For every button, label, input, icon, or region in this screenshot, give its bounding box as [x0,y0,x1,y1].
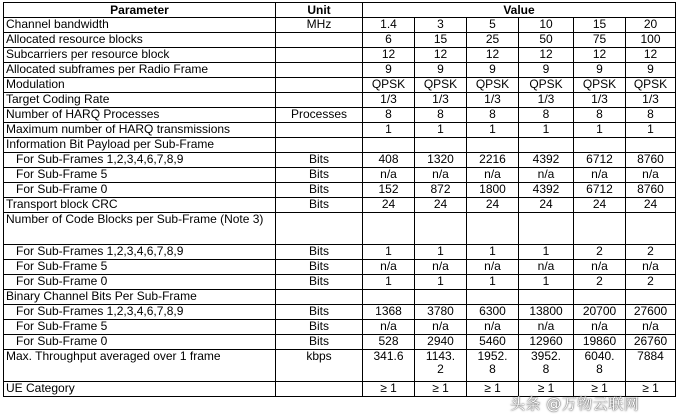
unit-cell: kbps [276,350,363,382]
value-cell [363,290,415,305]
value-cell: 1800 [467,183,519,198]
unit-cell: MHz [276,18,363,33]
value-cell [467,290,519,305]
value-cell: 2216 [467,153,519,168]
value-cell: ≥ 1 [626,382,676,397]
table-row [4,108,676,123]
parameter-cell: Allocated subframes per Radio Frame [4,63,276,78]
value-cell: 50 [519,33,574,48]
value-cell [467,138,519,153]
value-cell: 1 [467,123,519,138]
value-cell: 75 [574,33,626,48]
table-row [4,198,676,213]
table-row [4,93,676,108]
unit-cell: Bits [276,320,363,335]
value-cell: 24 [519,198,574,213]
value-cell: QPSK [519,78,574,93]
unit-cell: Bits [276,153,363,168]
value-cell: 7884 [626,350,676,382]
value-cell: 2 [626,275,676,290]
value-cell: 8 [363,108,415,123]
table-row [4,320,676,335]
value-cell [626,138,676,153]
value-cell: 1/3 [467,93,519,108]
unit-cell [276,63,363,78]
unit-cell: Bits [276,168,363,183]
parameter-cell: For Sub-Frames 1,2,3,4,6,7,8,9 [4,245,276,260]
value-cell: 341.6 [363,350,415,382]
value-cell: 4392 [519,183,574,198]
table-row [4,33,676,48]
table-row [4,168,676,183]
table-row [4,305,676,320]
value-cell: 872 [415,183,467,198]
unit-cell: Bits [276,335,363,350]
value-cell: n/a [415,260,467,275]
value-cell: 1320 [415,153,467,168]
unit-cell [276,123,363,138]
parameter-cell: UE Category [4,382,276,397]
value-cell: ≥ 1 [519,382,574,397]
value-cell: 1 [363,245,415,260]
table-row [4,213,676,245]
header-value: Value [363,3,676,18]
value-cell [363,138,415,153]
unit-cell [276,33,363,48]
table-row [4,123,676,138]
value-cell: n/a [467,168,519,183]
value-cell: 1/3 [574,93,626,108]
table-row [4,335,676,350]
table-row [4,48,676,63]
unit-cell: Processes [276,108,363,123]
value-cell: 2 [626,245,676,260]
table-row [4,183,676,198]
value-cell: 6040. 8 [574,350,626,382]
value-cell: n/a [467,320,519,335]
value-cell: 1/3 [363,93,415,108]
value-cell: 24 [574,198,626,213]
header-unit: Unit [276,3,363,18]
value-cell: 408 [363,153,415,168]
table-row [4,153,676,168]
value-cell: 8 [415,108,467,123]
value-cell [574,138,626,153]
table-row [4,290,676,305]
value-cell: 12 [574,48,626,63]
value-cell: 8 [519,108,574,123]
value-cell: 6 [363,33,415,48]
table-row [4,260,676,275]
parameter-cell: For Sub-Frame 0 [4,183,276,198]
value-cell: n/a [415,168,467,183]
value-cell: 9 [467,63,519,78]
unit-cell: Bits [276,245,363,260]
value-cell: 12 [415,48,467,63]
table-body [4,18,676,397]
value-cell: 10 [519,18,574,33]
value-cell: n/a [626,320,676,335]
value-cell: n/a [626,260,676,275]
value-cell: 1 [626,123,676,138]
value-cell: n/a [626,168,676,183]
value-cell: 1 [467,245,519,260]
value-cell: 26760 [626,335,676,350]
value-cell: n/a [574,168,626,183]
unit-cell: Bits [276,275,363,290]
table-row [4,63,676,78]
value-cell: 1 [363,275,415,290]
value-cell: n/a [519,260,574,275]
value-cell [626,213,676,245]
value-cell: n/a [363,320,415,335]
value-cell: 24 [415,198,467,213]
parameter-cell: Modulation [4,78,276,93]
table-row [4,18,676,33]
table-row [4,138,676,153]
unit-cell: Bits [276,305,363,320]
value-cell: 24 [626,198,676,213]
value-cell: 8 [467,108,519,123]
value-cell: 6712 [574,153,626,168]
value-cell: 12 [363,48,415,63]
value-cell: 24 [363,198,415,213]
value-cell: 1/3 [415,93,467,108]
value-cell: 20700 [574,305,626,320]
value-cell: n/a [363,168,415,183]
unit-cell: Bits [276,260,363,275]
value-cell: 6300 [467,305,519,320]
unit-cell [276,138,363,153]
parameter-cell: Information Bit Payload per Sub-Frame [4,138,276,153]
value-cell: QPSK [363,78,415,93]
value-cell [415,213,467,245]
value-cell: 1 [519,275,574,290]
parameter-cell: Max. Throughput averaged over 1 frame [4,350,276,382]
parameter-cell: For Sub-Frame 5 [4,260,276,275]
parameter-cell: For Sub-Frame 0 [4,275,276,290]
value-cell: 4392 [519,153,574,168]
value-cell: n/a [467,260,519,275]
value-cell: 19860 [574,335,626,350]
value-cell [363,213,415,245]
value-cell: 1/3 [519,93,574,108]
value-cell [626,290,676,305]
value-cell: 3952. 8 [519,350,574,382]
value-cell: 3 [415,18,467,33]
header-row [4,3,676,18]
value-cell: 152 [363,183,415,198]
parameter-cell: Subcarriers per resource block [4,48,276,63]
value-cell: 1 [363,123,415,138]
value-cell [519,213,574,245]
unit-cell [276,93,363,108]
value-cell: 15 [574,18,626,33]
parameter-cell: For Sub-Frames 1,2,3,4,6,7,8,9 [4,153,276,168]
unit-cell: Bits [276,183,363,198]
value-cell: 12 [467,48,519,63]
value-cell: QPSK [626,78,676,93]
value-cell: 24 [467,198,519,213]
unit-cell [276,78,363,93]
value-cell: n/a [574,320,626,335]
value-cell [574,290,626,305]
value-cell: n/a [519,168,574,183]
value-cell [519,290,574,305]
value-cell: 1 [467,275,519,290]
value-cell: n/a [363,260,415,275]
value-cell: 1 [415,245,467,260]
value-cell: 1/3 [626,93,676,108]
value-cell [415,138,467,153]
value-cell: 9 [574,63,626,78]
value-cell: 100 [626,33,676,48]
unit-cell: Bits [276,198,363,213]
value-cell: ≥ 1 [467,382,519,397]
watermark: 头条 @万物云联网 [510,395,640,413]
value-cell: 1952. 8 [467,350,519,382]
unit-cell [276,213,363,245]
unit-cell [276,382,363,397]
value-cell: 1 [415,123,467,138]
value-cell: 8760 [626,153,676,168]
value-cell: 8760 [626,183,676,198]
value-cell [415,290,467,305]
parameter-cell: Target Coding Rate [4,93,276,108]
value-cell: 13800 [519,305,574,320]
value-cell: 8 [626,108,676,123]
value-cell: 9 [363,63,415,78]
value-cell: 1 [574,123,626,138]
value-cell: 528 [363,335,415,350]
parameter-cell: Number of Code Blocks per Sub-Frame (Note 3) [4,213,276,245]
value-cell: 1368 [363,305,415,320]
value-cell: n/a [415,320,467,335]
table-row [4,78,676,93]
table-row [4,350,676,382]
value-cell: 20 [626,18,676,33]
parameter-cell: For Sub-Frame 0 [4,335,276,350]
value-cell: 1143. 2 [415,350,467,382]
value-cell: QPSK [467,78,519,93]
value-cell [519,138,574,153]
value-cell: 9 [519,63,574,78]
value-cell: 1 [519,245,574,260]
value-cell [574,213,626,245]
parameter-cell: Maximum number of HARQ transmissions [4,123,276,138]
parameter-cell: For Sub-Frames 1,2,3,4,6,7,8,9 [4,305,276,320]
value-cell: 3780 [415,305,467,320]
value-cell: QPSK [415,78,467,93]
parameter-cell: Transport block CRC [4,198,276,213]
header-parameter: Parameter [4,3,276,18]
value-cell: 9 [626,63,676,78]
specification-table [3,2,676,397]
parameter-cell: Number of HARQ Processes [4,108,276,123]
value-cell: ≥ 1 [574,382,626,397]
parameter-cell: Channel bandwidth [4,18,276,33]
value-cell: 1 [519,123,574,138]
value-cell: 25 [467,33,519,48]
value-cell: n/a [519,320,574,335]
value-cell: 1.4 [363,18,415,33]
value-cell: 15 [415,33,467,48]
value-cell: 8 [574,108,626,123]
value-cell: 27600 [626,305,676,320]
value-cell: ≥ 1 [363,382,415,397]
value-cell: QPSK [574,78,626,93]
parameter-cell: Allocated resource blocks [4,33,276,48]
value-cell: 2 [574,275,626,290]
unit-cell [276,290,363,305]
value-cell: 12 [626,48,676,63]
value-cell: 2940 [415,335,467,350]
value-cell: 9 [415,63,467,78]
value-cell: ≥ 1 [415,382,467,397]
value-cell: 5 [467,18,519,33]
value-cell: 5460 [467,335,519,350]
table-row [4,275,676,290]
unit-cell [276,48,363,63]
value-cell [467,213,519,245]
value-cell: 2 [574,245,626,260]
value-cell: 12960 [519,335,574,350]
value-cell: 6712 [574,183,626,198]
value-cell: n/a [574,260,626,275]
value-cell: 1 [415,275,467,290]
table-row [4,245,676,260]
value-cell: 12 [519,48,574,63]
parameter-cell: For Sub-Frame 5 [4,320,276,335]
parameter-cell: Binary Channel Bits Per Sub-Frame [4,290,276,305]
parameter-cell: For Sub-Frame 5 [4,168,276,183]
